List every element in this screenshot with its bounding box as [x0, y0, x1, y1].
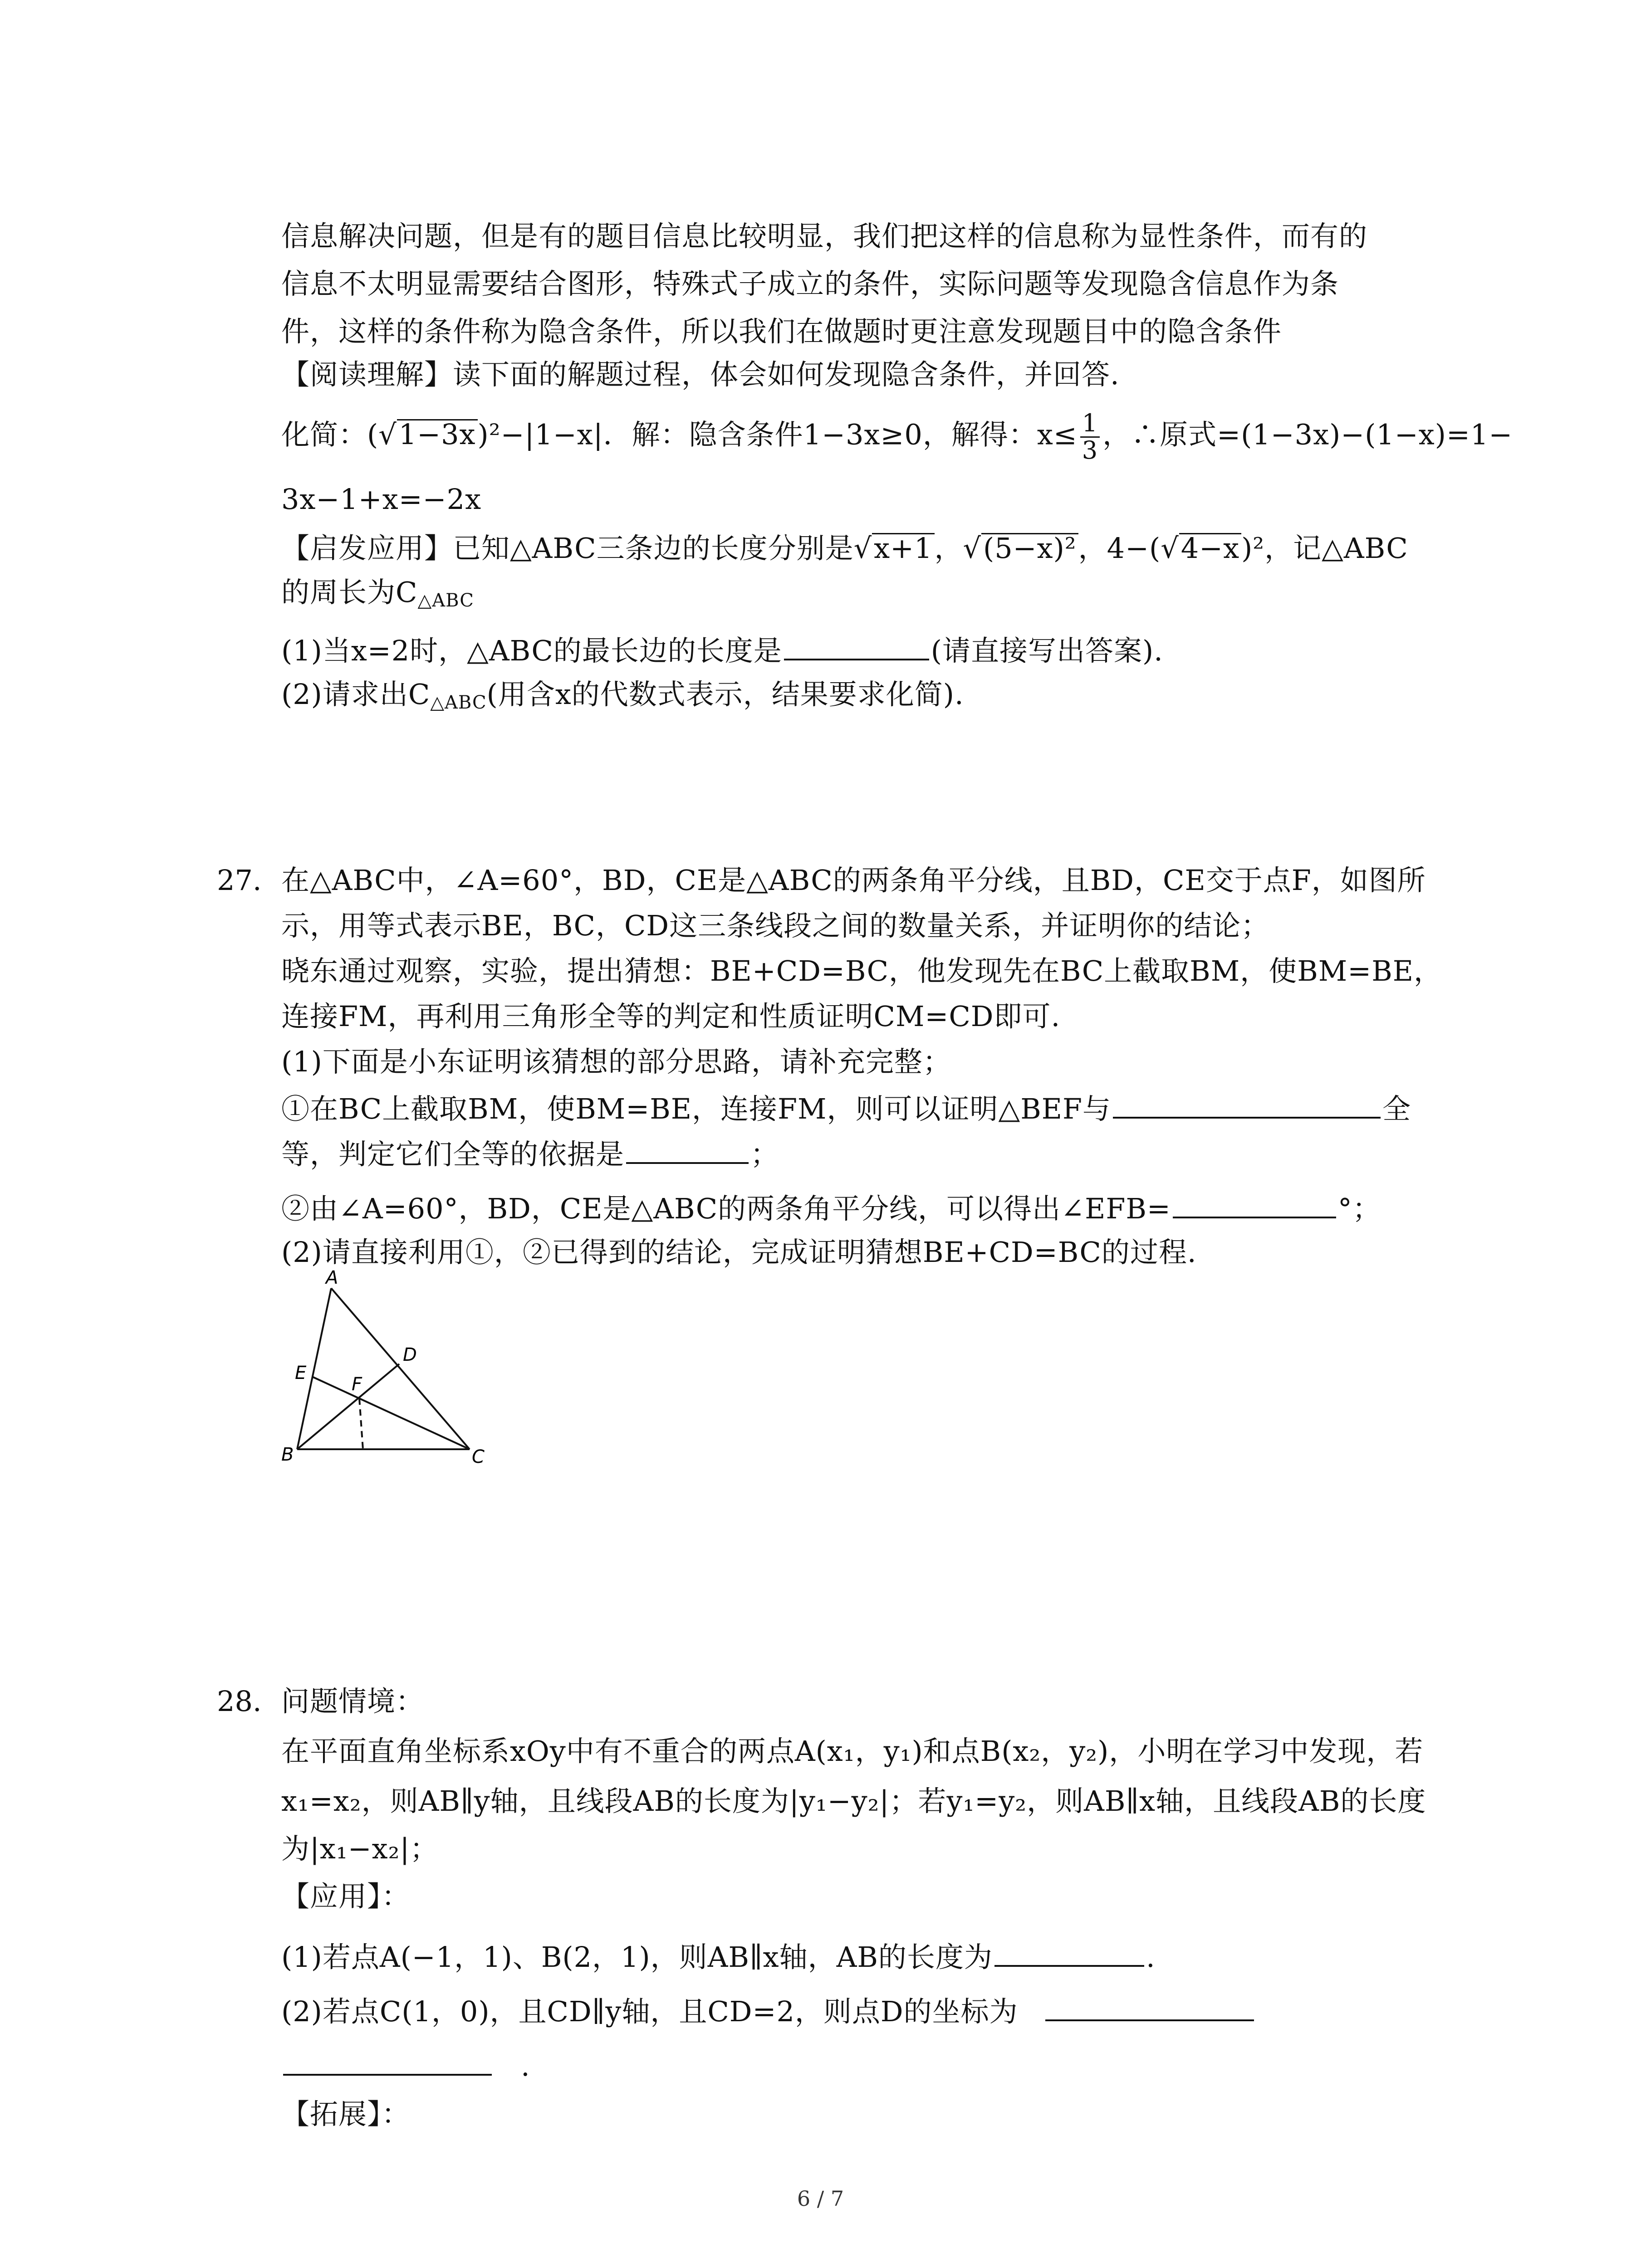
q28-line-8: . [281, 2050, 530, 2080]
intro-line-2: 信息不太明显需要结合图形，特殊式子成立的条件，实际问题等发现隐含信息作为条 [281, 267, 1339, 300]
perimeter-line: 的周长为$C_{\triangle ABC}$ [281, 576, 474, 611]
vertex-a-label: A [326, 1270, 338, 1288]
q28-line-1: 问题情境： [281, 1685, 425, 1718]
point-f-label: F [352, 1374, 362, 1395]
fraction-one-third: $\frac{1}{3}$ [1080, 411, 1100, 463]
segment-ac [331, 1288, 470, 1449]
q28-line-7: (2)若点C(1，0)，且CD∥y轴，且CD=2，则点D的坐标为 [281, 1996, 1256, 2026]
segment-ce [312, 1377, 470, 1449]
q27-line-9: (2)请直接利用①，②已得到的结论，完成证明猜想BE+CD=BC的过程. [281, 1236, 1197, 1269]
q28-line-4: 为|x₁−x₂|； [281, 1832, 439, 1865]
q28-line-3: x₁=x₂，则AB∥y轴，且线段AB的长度为|y₁−y₂|；若y₁=y₂，则AB∥x轴，且线段AB的长度 [281, 1784, 1426, 1818]
simplify-result: 3x−1+x=−2x [281, 483, 482, 516]
q27-line-5: (1)下面是小东证明该猜想的部分思路，请补充完整； [281, 1045, 951, 1078]
question-27-number: 27. [217, 864, 262, 897]
question-28-number: 28. [217, 1685, 262, 1718]
answer-blank[interactable] [994, 1941, 1144, 1967]
q27-line-3: 晓东通过观察，实验，提出猜想：BE+CD=BC，他发现先在BC上截取BM，使BM=BE， [281, 954, 1443, 987]
q27-line-6: ①在BC上截取BM，使BM=BE，连接FM，则可以证明△BEF与 全 [281, 1092, 1411, 1125]
triangle-figure [272, 1270, 508, 1479]
reading-heading: 【阅读理解】读下面的解题过程，体会如何发现隐含条件，并回答. [281, 358, 1120, 391]
answer-blank[interactable] [1173, 1193, 1336, 1218]
page-number: 6 / 7 [797, 2186, 844, 2211]
point-e-label: E [295, 1363, 307, 1383]
q28-line-6: (1)若点A(−1，1)、B(2，1)，则AB∥x轴，AB的长度为 . [281, 1941, 1156, 1974]
q27-line-4: 连接FM，再利用三角形全等的判定和性质证明CM=CD即可. [281, 1000, 1061, 1033]
q28-extension-heading: 【拓展】： [281, 2097, 411, 2131]
intro-question-2: (2)请求出$C_{\triangle ABC}$(用含x的代数式表示，结果要求化简). [281, 678, 964, 713]
answer-blank[interactable] [626, 1139, 749, 1164]
q27-line-1: 在△ABC中，∠A=60°，BD，CE是△ABC的两条角平分线，且BD，CE交于点F，如图所 [281, 864, 1426, 897]
q27-line-7: 等，判定它们全等的依据是 ； [281, 1138, 779, 1171]
segment-fm-dashed [359, 1398, 363, 1449]
q28-application-heading: 【应用】： [281, 1880, 411, 1913]
intro-line-3: 件，这样的条件称为隐含条件，所以我们在做题时更注意发现题目中的隐含条件 [281, 315, 1282, 348]
vertex-b-label: B [281, 1444, 294, 1465]
q28-line-2: 在平面直角坐标系xOy中有不重合的两点A(x₁，y₁)和点B(x₂，y₂)，小明在学习中发现，若 [281, 1735, 1424, 1768]
vertex-c-label: C [472, 1447, 485, 1467]
intro-question-1: (1)当x=2时，△ABC的最长边的长度是 (请直接写出答案). [281, 634, 1163, 667]
q27-line-2: 示，用等式表示BE，BC，CD这三条线段之间的数量关系，并证明你的结论； [281, 909, 1270, 942]
answer-blank[interactable] [784, 635, 929, 660]
q27-line-8: ②由∠A=60°，BD，CE是△ABC的两条角平分线，可以得出∠EFB= °； [281, 1192, 1381, 1225]
intro-line-1: 信息解决问题，但是有的题目信息比较明显，我们把这样的信息称为显性条件，而有的 [281, 220, 1368, 253]
point-d-label: D [403, 1344, 417, 1365]
answer-blank[interactable] [1113, 1093, 1381, 1119]
answer-blank[interactable] [1045, 1996, 1254, 2021]
simplify-line: 化简：(√1−3x)²−|1−x|．解：隐含条件1−3x≥0，解得：x≤ $\frac{1}{3}$ ，∴原式=(1−3x)−(1−x)=1− [281, 409, 1513, 464]
application-line: 【启发应用】已知△ABC三条边的长度分别是√x+1，√(5−x)²，4−(√4−x)²，记△ABC [281, 532, 1408, 565]
answer-blank[interactable] [283, 2050, 492, 2076]
